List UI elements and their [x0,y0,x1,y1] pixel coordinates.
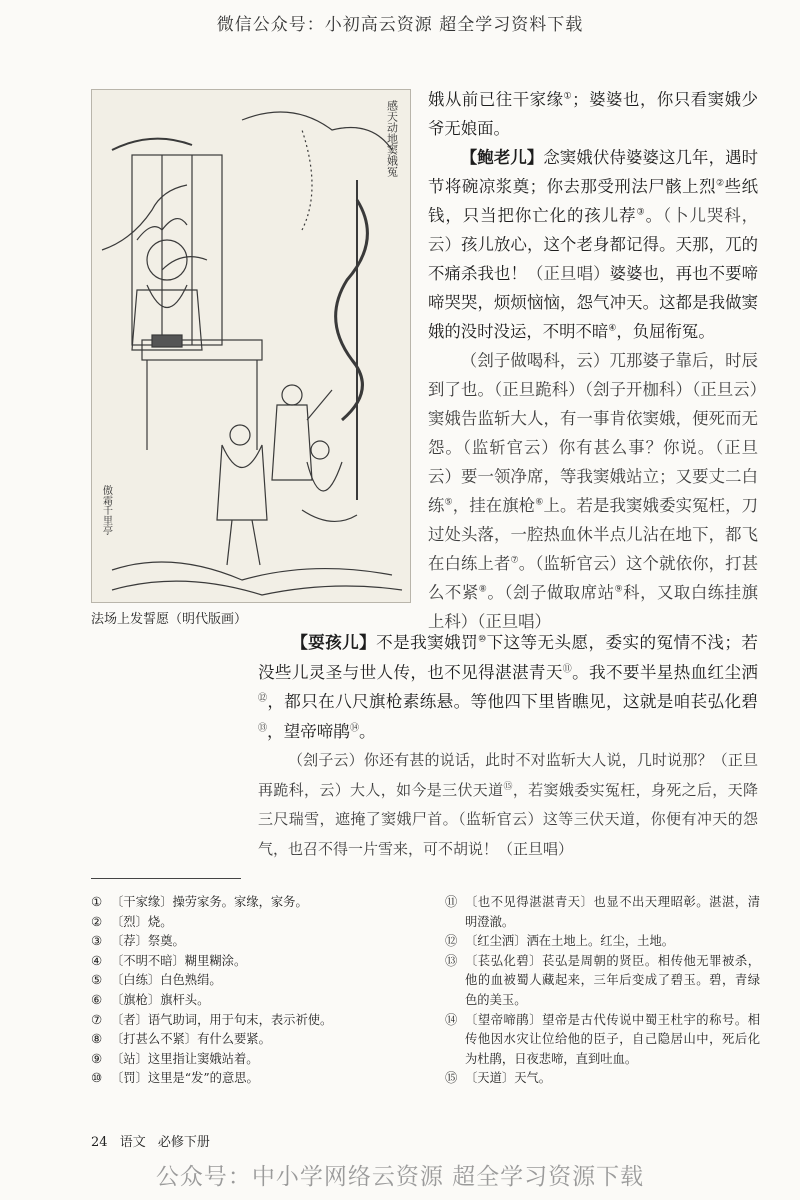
footnote-marker: ④ [608,323,617,334]
text-run: 些纸钱，只当把你亡化的孩儿荐 [428,177,759,225]
text-run: ，负屈衔冤。 [616,322,715,341]
footnote-text: 〔白练〕白色熟绢。 [111,973,222,988]
footnote [445,1011,760,1070]
footnote-text: 〔者〕语气助词，用于句末，表示祈使。 [111,1012,333,1027]
top-right-text-column [428,85,758,636]
text-paragraph [428,85,758,143]
footnote-marker: ⑧ [478,584,488,595]
text-run: （刽子做喝科，云）兀那婆子靠后，时辰到了也。（正旦跪科）（刽子开枷科）（正旦云）窦娥告监斩大人，有一事肯依窦娥，便死而无怨。（监斩官云）你有甚么事？你说。（正旦云）要一领净席，等我窦娥站立；又要丈二白练 [428,351,758,515]
footnote-marker: ⑩ [478,634,487,645]
footnote-number: ④ [91,953,103,968]
footnote-marker: ⑪ [562,663,573,674]
footnote-marker: ⑭ [349,722,359,733]
footnote-text: 〔打甚么不紧〕有什么要紧。 [111,1032,271,1047]
stage-direction: （卜儿哭科，云） [428,206,758,254]
footnote-text: 〔站〕这里指让窦娥站着。 [111,1051,259,1066]
text-run: 。（刽子做取席站 [487,583,615,602]
footnote-number: ⑤ [91,973,103,988]
footnote-marker: ⑤ [444,497,453,508]
footnote-marker: ① [563,91,573,102]
footnote-number: ⑥ [91,992,103,1007]
footnote-marker: ② [716,178,725,189]
text-run: 孩儿放心，这个老身都记得。天那，兀的不痛杀我也！ [428,235,759,283]
page-number: 24 [91,1135,108,1150]
text-run: 。（监斩官云）这个就依你，打甚么不紧 [428,554,758,602]
top-watermark: 微信公众号：小初高云资源 超全学习资料下载 [216,15,584,35]
footnote-marker: ⑦ [510,555,519,566]
footnote-number: ⑪ [445,895,458,909]
song-tune-label: 【耍孩儿】 [291,632,377,652]
footnote-marker: ③ [636,207,646,218]
illustration-drawing [92,90,410,602]
footnote-text: 〔也不见得湛湛青天〕也显不出天理昭彰。湛湛，清明澄澈。 [465,895,760,929]
footnote-rule [91,878,241,879]
footnote-text: 〔苌弘化碧〕苌弘是周朝的贤臣。相传他无罪被杀，他的血被蜀人藏起来，三年后变成了碧玉。碧，青绿色的美玉。 [465,953,760,1007]
figure-caption: 法场上发誓愿（明代版画） [91,612,248,627]
footnote-number: ⑧ [91,1032,103,1047]
footnotes-right [445,893,760,1089]
footnote-marker: ⑨ [614,584,624,595]
footnote-number: ① [91,895,103,909]
text-run: 。我不要半星热血红尘洒 [572,662,758,682]
footnote-number: ③ [91,934,103,949]
text-run: 上。若是我窦娥委实冤枉，刀过处头落，一腔热血休半点儿沾在地下，都飞在白练上者 [428,496,759,573]
stage-direction: （正旦唱） [527,264,610,283]
text-run: 科，又取白练挂旗上科）（正旦唱） [428,583,758,631]
footnote [91,893,421,913]
subject-name: 语文 [119,1135,146,1150]
footnote [91,971,421,991]
footnote-text: 〔红尘洒〕洒在土地上。红尘，土地。 [465,934,675,949]
footnote-number: ⑬ [445,953,458,968]
footnote-marker: ⑬ [258,722,268,733]
footnote-marker: ⑫ [258,693,268,704]
footnote-marker: ⑮ [503,781,513,792]
footnote [91,1011,421,1031]
footnote-text: 〔干家缘〕操劳家务。家缘，家务。 [111,895,308,909]
footnote [91,913,421,933]
footnote [91,1069,421,1089]
footnote [445,1069,760,1089]
footnote-number: ⑨ [91,1051,103,1066]
footnote-text: 〔天道〕天气。 [465,1071,552,1086]
text-run: （刽子云）你还有甚的说话，此时不对监斩大人说，几时说那？（正旦再跪科，云）大人，如今是三伏天道 [258,751,758,799]
text-run: 念窦娥伏侍婆婆这几年，遇时节将碗凉浆奠；你去那受刑法尸骸上烈 [428,148,759,196]
footnote [91,1030,421,1050]
footnote-number: ② [91,914,103,929]
footnote-text: 〔烈〕烧。 [111,914,173,929]
footnote-number: ⑦ [91,1012,103,1027]
volume-name: 必修下册 [157,1135,210,1150]
text-run: ；婆婆也，你只看窦娥少爷无娘面。 [428,90,758,138]
footnote-text: 〔旗枪〕旗杆头。 [111,992,210,1007]
footnote [445,932,760,952]
footnotes-left [91,893,421,1089]
footnote-marker: ⑥ [535,497,544,508]
footnote-number: ⑩ [91,1071,103,1086]
text-paragraph [428,143,758,346]
text-run: 。 [359,721,376,741]
footnote [91,991,421,1011]
footnote [91,932,421,952]
text-run: 不是我窦娥罚 [376,633,479,652]
text-run: 。 [645,206,663,225]
footnote-number: ⑫ [445,934,458,949]
text-run: ，望帝啼鹃 [267,721,350,741]
text-paragraph [258,628,758,746]
text-run: ，都只在八尺旗枪素练悬。等他四下里皆瞧见，这就是咱苌弘化碧 [267,692,758,711]
text-run: ，若窦娥委实冤枉，身死之后，天降三尺瑞雪，遮掩了窦娥尸首。（监斩官云）这等三伏天道，你便有冲天的怨气，也召不得一片雪来，可不胡说！（正旦唱） [258,780,758,858]
footnote [91,952,421,972]
text-run: ，挂在旗枪 [452,496,536,515]
artist-signature: 傲霜千里亭 [100,485,112,535]
text-run: 婆婆也，再也不要啼啼哭哭，烦烦恼恼，怨气冲天。这都是我做窦娥的没时没运，不明不暗 [428,264,759,341]
footnote-number: ⑭ [445,1012,458,1027]
footnote-text: 〔罚〕这里是“发”的意思。 [111,1071,259,1086]
text-paragraph [258,746,758,864]
text-run: 下这等无头愿，委实的冤情不浅；若没些儿灵圣与世人传，也不见得湛湛青天 [258,633,759,682]
text-run: 娥从前已往干家缘 [428,90,564,109]
footnote [445,952,760,1011]
text-paragraph [428,346,758,636]
illustration-title-text: 感天动地窦娥冤 [385,100,399,177]
page-footer [91,1131,218,1150]
song-tune-label: 【鲍老儿】 [460,148,544,167]
footnote [445,893,760,932]
footnote-text: 〔不明不暗〕糊里糊涂。 [111,953,247,968]
footnote-text: 〔荐〕祭奠。 [111,934,185,949]
full-width-text-block [258,628,758,864]
footnote [91,1050,421,1070]
footnote-number: ⑮ [445,1071,458,1086]
bottom-watermark: 公众号：中小学网络云资源 超全学习资源下载 [155,1164,645,1190]
footnote-text: 〔望帝啼鹃〕望帝是古代传说中蜀王杜宇的称号。相传他因水灾让位给他的臣子，自己隐居山中，死后化为杜鹃，日夜悲啼，直到吐血。 [465,1012,760,1066]
woodblock-illustration [91,89,411,603]
